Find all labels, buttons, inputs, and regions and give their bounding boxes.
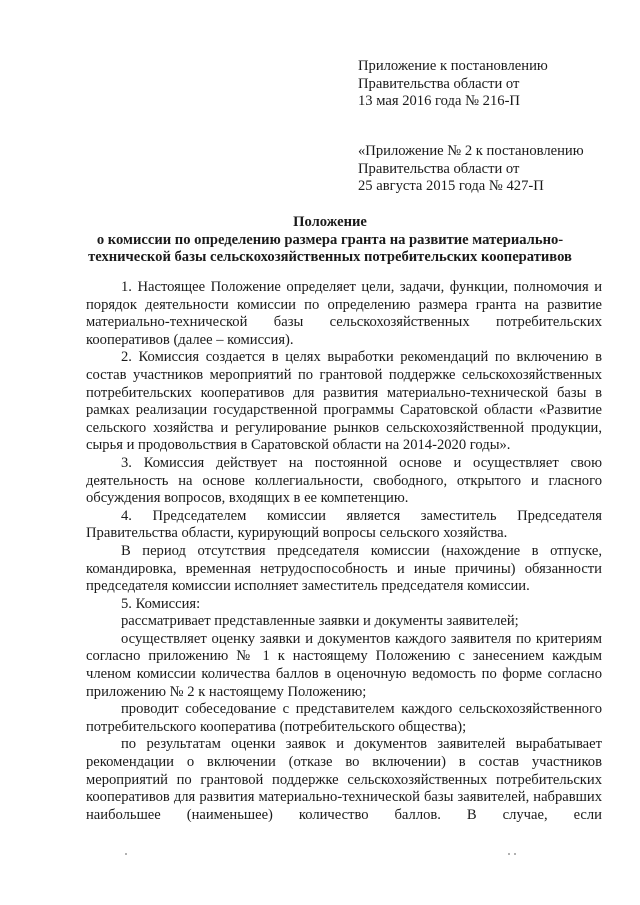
paragraph-2: 2. Комиссия создается в целях выработки рекомендаций по включению в состав участников мероприятий по грантовой поддержке сельскохозяйственных потребительских кооперативов для развития материально-технической базы в рамках реализации государственной программы Саратовской области «Развитие сельского хозяйства и регулирование рынков сельскохозяйственной продукции, сырья и продовольствия в Саратовской области на 2014-2020 годы». — [86, 349, 602, 454]
list-item: осуществляет оценку заявки и документов каждого заявителя по критериям согласно приложению № 1 к настоящему Положению с занесением каждым членом комиссии количества баллов в оценочную ведомость по форме согласно приложению № 2 к настоящему Положению; — [86, 630, 602, 700]
paragraph-1: 1. Настоящее Положение определяет цели, задачи, функции, полномочия и порядок деятельности комиссии по определению размера гранта на развитие материально-технической базы сельскохозяйственных потребительских кооперативов (далее – комиссия). — [86, 279, 602, 348]
title-line: Положение — [293, 214, 367, 230]
list-item: рассматривает представленные заявки и документы заявителей; — [121, 613, 519, 630]
scan-speck — [125, 853, 127, 855]
appendix-line: «Приложение № 2 к постановлению — [358, 143, 584, 159]
paragraph-4-deputy: В период отсутствия председателя комиссии (нахождение в отпуске, командировка, временная нетрудоспособность и иные причины) обязанности председателя комиссии исполняет заместитель председателя комиссии. — [86, 542, 602, 595]
list-item: по результатам оценки заявок и документов заявителей вырабатывает рекомендации о включении (отказе во включении) в состав участников мероприятий по грантовой поддержке сельскохозяйственных потребительских кооперативов для развития материально-технической базы заявителей, набравших наибольшее (наименьшее) количество баллов. В случае, если — [86, 736, 602, 823]
paragraph-5: 5. Комиссия: — [121, 595, 201, 612]
paragraph-3: 3. Комиссия действует на постоянной основе и осуществляет свою деятельность на основе коллегиальности, свободного, открытого и гласного обсуждения вопросов, входящих в ее компетенцию. — [86, 454, 602, 507]
scan-speck — [514, 853, 516, 855]
title-line: технической базы сельскохозяйственных потребительских кооперативов — [88, 249, 572, 265]
title-line: о комиссии по определению размера гранта на развитие материально- — [96, 231, 564, 248]
appendix-line: 25 августа 2015 года № 427-П — [358, 178, 544, 194]
appendix-line: Правительства области от — [358, 75, 520, 92]
paragraph-4: 4. Председателем комиссии является заместитель Председателя Правительства области, курирующий вопросы сельского хозяйства. — [86, 507, 602, 542]
scan-speck — [508, 853, 510, 855]
appendix-line: 13 мая 2016 года № 216-П — [358, 93, 520, 109]
document-title — [60, 214, 600, 267]
appendix-line: Правительства области от — [358, 160, 520, 177]
appendix-line: Приложение к постановлению — [358, 58, 548, 74]
appendix-reference-current — [358, 58, 548, 111]
document-body — [86, 279, 602, 824]
list-item: проводит собеседование с представителем каждого сельскохозяйственного потребительского кооператива (потребительского общества); — [86, 701, 602, 735]
appendix-reference-original — [358, 143, 584, 196]
